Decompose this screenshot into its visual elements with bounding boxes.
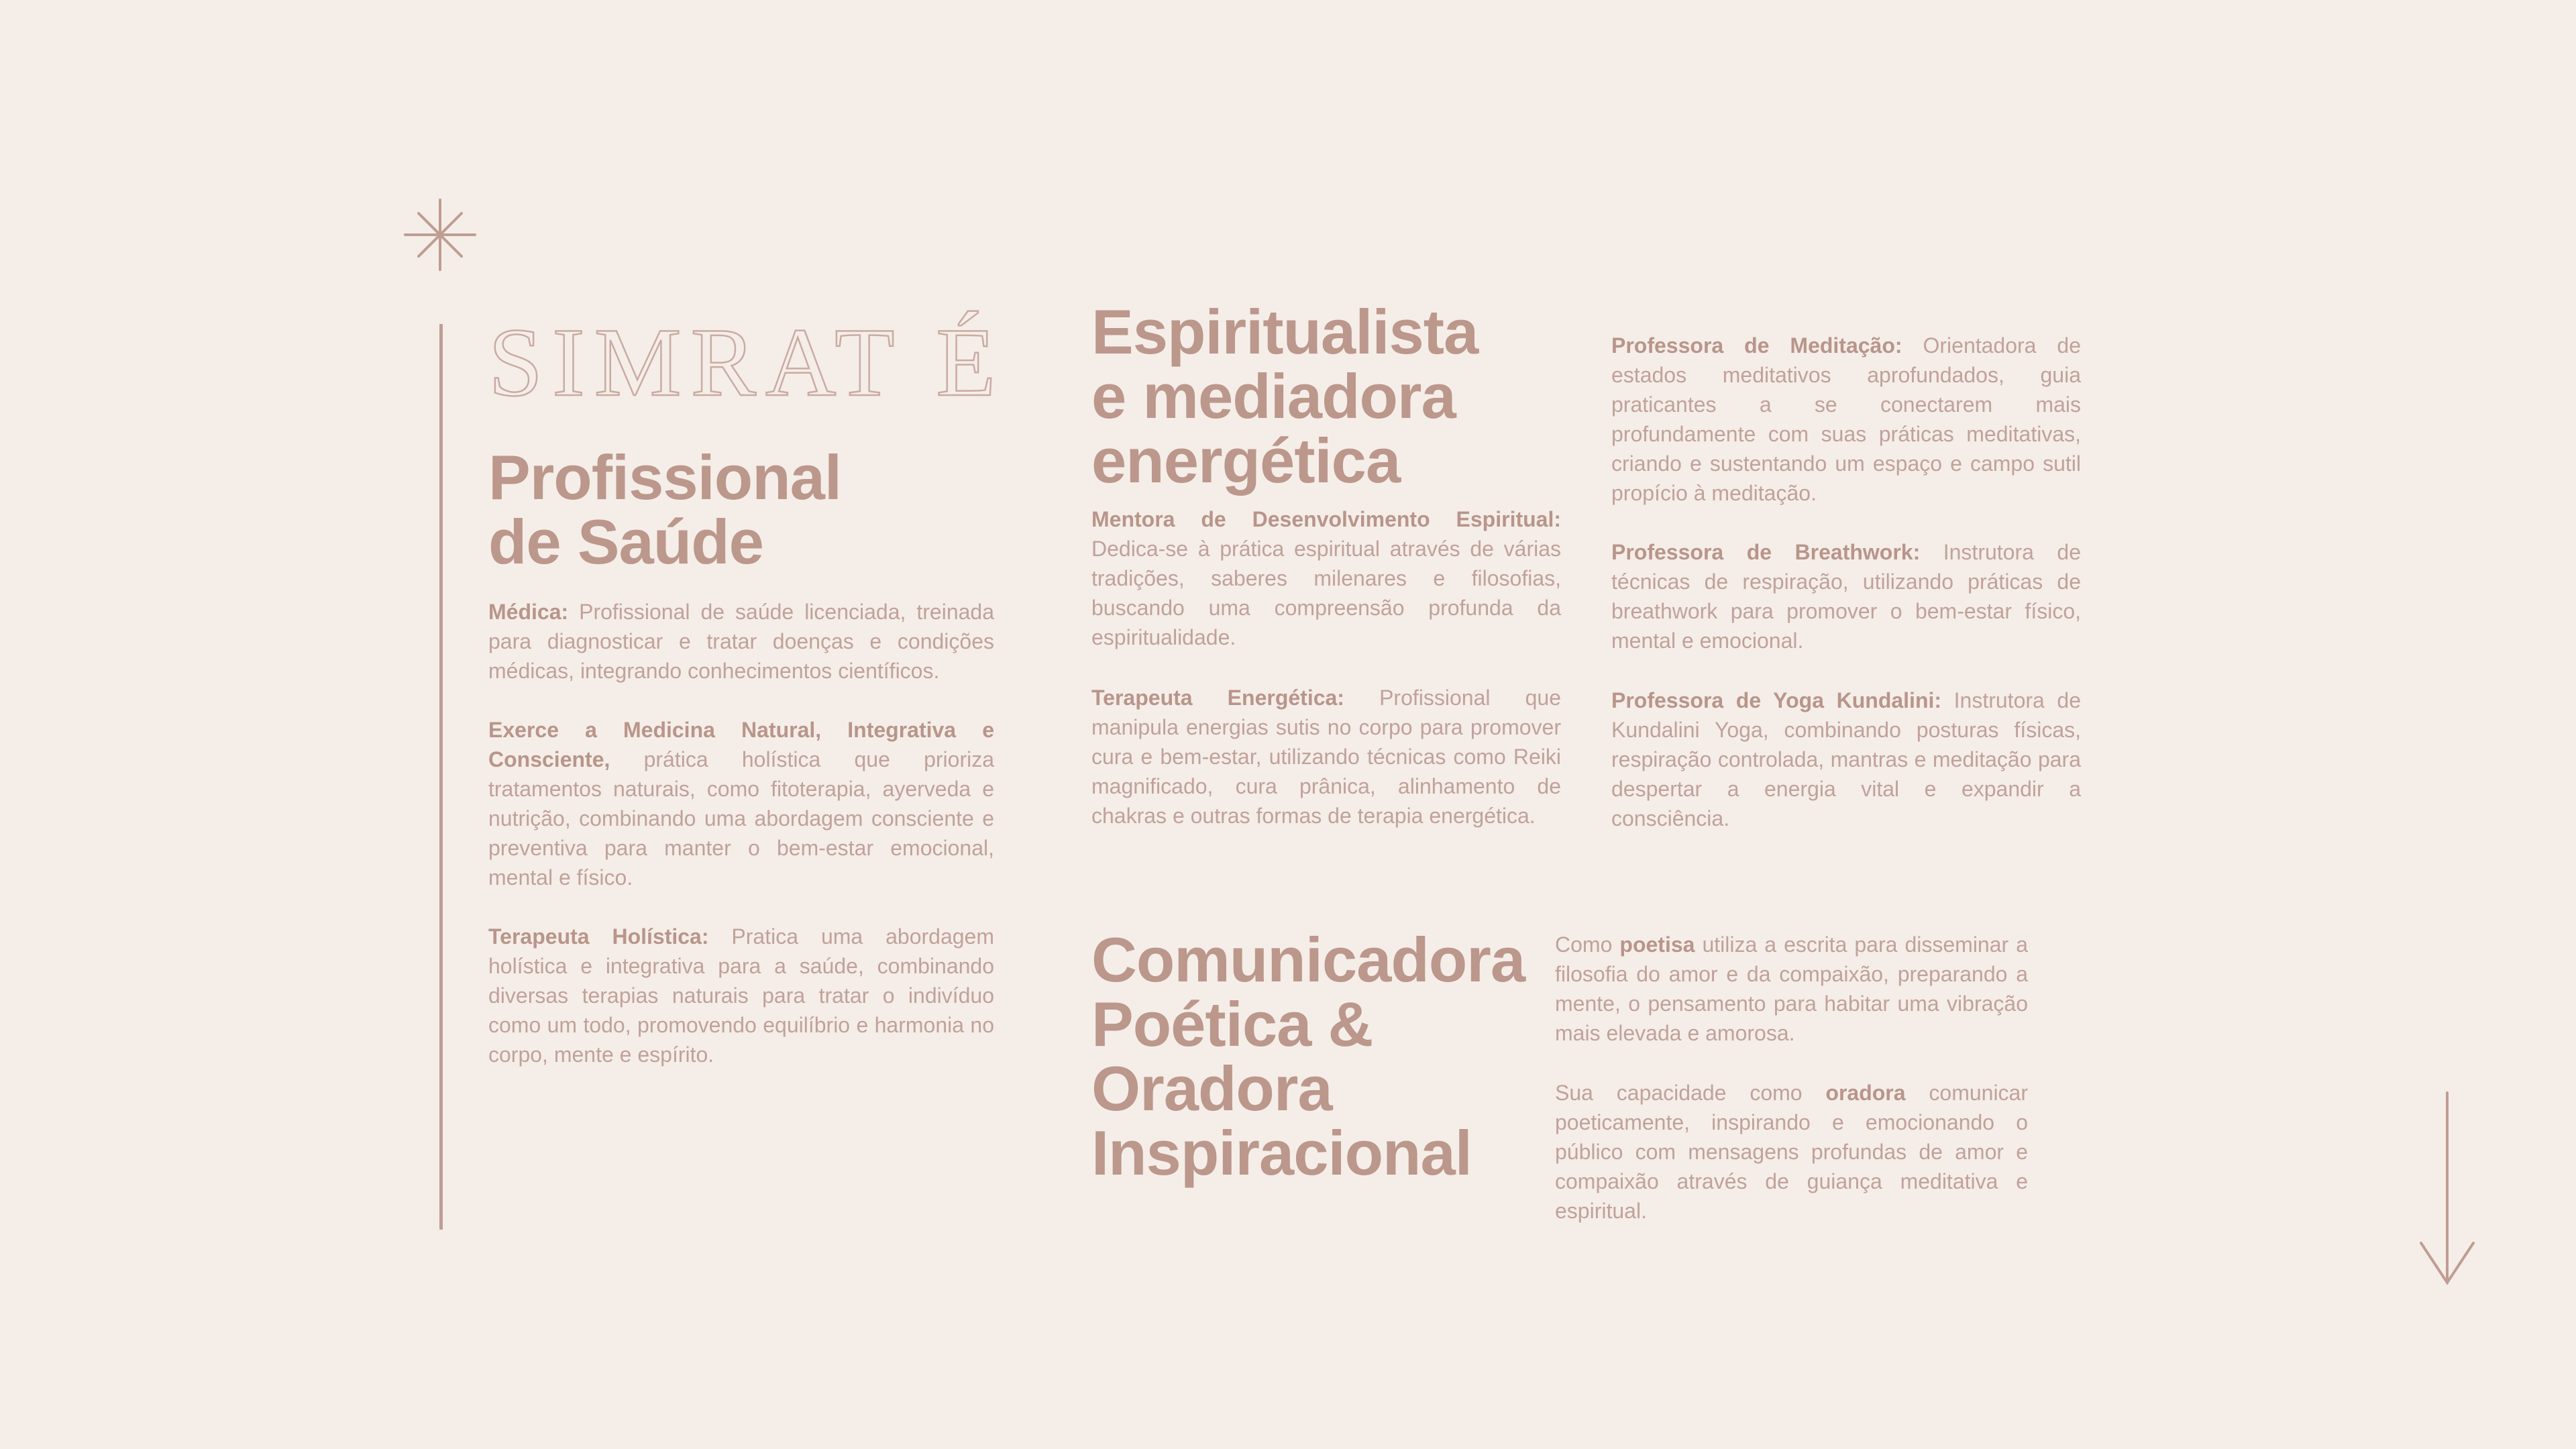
paragraph-terapeuta-holistica — [488, 922, 994, 1069]
paragraph-text: Profissional que manipula energias sutis no corpo para promover cura e bem-estar, utilizando técnicas como Reiki magnificado, cura prânica, alinhamento de chakras e outras formas de terapia energética. — [1091, 686, 1562, 828]
paragraph-text: Dedica-se à prática espiritual através de várias tradições, saberes milenares e filosofias, buscando uma compreensão profunda da espiritualidade. — [1091, 537, 1561, 649]
paragraph-label: Terapeuta Energética: — [1091, 686, 1344, 710]
paragraph-label: Exerce a Medicina Natural, Integrativa e Consciente, — [488, 718, 994, 771]
paragraph-medicina-natural — [488, 715, 994, 892]
paragraph-label: Professora de Yoga Kundalini: — [1611, 688, 1942, 712]
paragraph-poetisa — [1555, 930, 2028, 1048]
paragraph-label: Mentora de Desenvolvimento Espiritual: — [1091, 507, 1561, 531]
paragraph-text: Pratica uma abordagem holística e integrativa para a saúde, combinando diversas terapias naturais para tratar o indivíduo como um todo, promovendo equilíbrio e harmonia no corpo, mente e espírito. — [488, 924, 995, 1067]
heading-line: energética — [1091, 425, 1401, 496]
heading-line: Oradora — [1091, 1053, 1332, 1124]
paragraph-oradora — [1555, 1078, 2028, 1226]
outline-title: SIMRAT É — [488, 308, 1006, 417]
heading-profissional-saude — [488, 442, 998, 577]
paragraph-breathwork — [1611, 537, 2081, 655]
heading-espiritualista — [1091, 297, 1628, 496]
heading-line: Poética & — [1091, 989, 1373, 1059]
heading-line: e mediadora — [1091, 361, 1456, 431]
paragraph-medica — [488, 597, 994, 686]
paragraph-text: utiliza a escrita para disseminar a filosofia do amor e da compaixão, preparando a mente, o pensamento para habitar uma vibração mais elevada e amorosa. — [1555, 932, 2029, 1045]
paragraph-text: Orientadora de estados meditativos aprofundados, guia praticantes a se conectarem mais profundamente com suas práticas meditativas, criando e sustentando um espaço e campo sutil propício à meditação. — [1611, 333, 2081, 505]
heading-line: Comunicadora — [1091, 924, 1525, 995]
vertical-divider — [439, 324, 443, 1230]
paragraph-text: Instrutora de Kundalini Yoga, combinando posturas físicas, respiração controlada, mantras e meditação para despertar a energia vital e expandir a consciência. — [1611, 688, 2082, 830]
paragraph-text: comunicar poeticamente, inspirando e emocionando o público com mensagens profundas de amor e compaixão através de guiança meditativa e espiritual. — [1555, 1081, 2028, 1223]
heading-comunicadora — [1091, 924, 1561, 1188]
paragraph-label: Terapeuta Holística: — [488, 924, 709, 949]
heading-line: Espiritualista — [1091, 297, 1479, 367]
paragraph-text: Profissional de saúde licenciada, treinada para diagnosticar e tratar doenças e condições médicas, integrando conhecimentos científicos. — [488, 600, 994, 683]
heading-line: de Saúde — [488, 506, 763, 577]
paragraph-label: Professora de Breathwork: — [1611, 540, 1921, 564]
paragraph-label: Professora de Meditação: — [1611, 333, 1902, 358]
arrow-down-icon — [2417, 1090, 2477, 1288]
paragraph-yoga-kundalini — [1611, 686, 2081, 833]
paragraph-mentora — [1091, 504, 1561, 652]
paragraph-meditacao — [1611, 331, 2081, 508]
paragraph-bold: poetisa — [1619, 932, 1695, 957]
paragraph-text: Como — [1555, 932, 1620, 957]
paragraph-text: Sua capacidade como — [1555, 1081, 1826, 1105]
paragraph-bold: oradora — [1825, 1081, 1906, 1105]
heading-line: Inspiracional — [1091, 1118, 1472, 1188]
paragraph-text: prática holística que prioriza tratamentos naturais, como fitoterapia, ayerveda e nutrição, combinando uma abordagem consciente e preventiva para manter o bem-estar emocional, mental e físico. — [488, 747, 994, 890]
paragraph-label: Médica: — [488, 600, 569, 624]
paragraph-terapeuta-energetica — [1091, 683, 1561, 830]
heading-line: Profissional — [488, 442, 842, 513]
paragraph-text: Instrutora de técnicas de respiração, utilizando práticas de breathwork para promover o bem-estar físico, mental e emocional. — [1611, 540, 2081, 653]
asterisk-star-icon — [402, 197, 478, 272]
